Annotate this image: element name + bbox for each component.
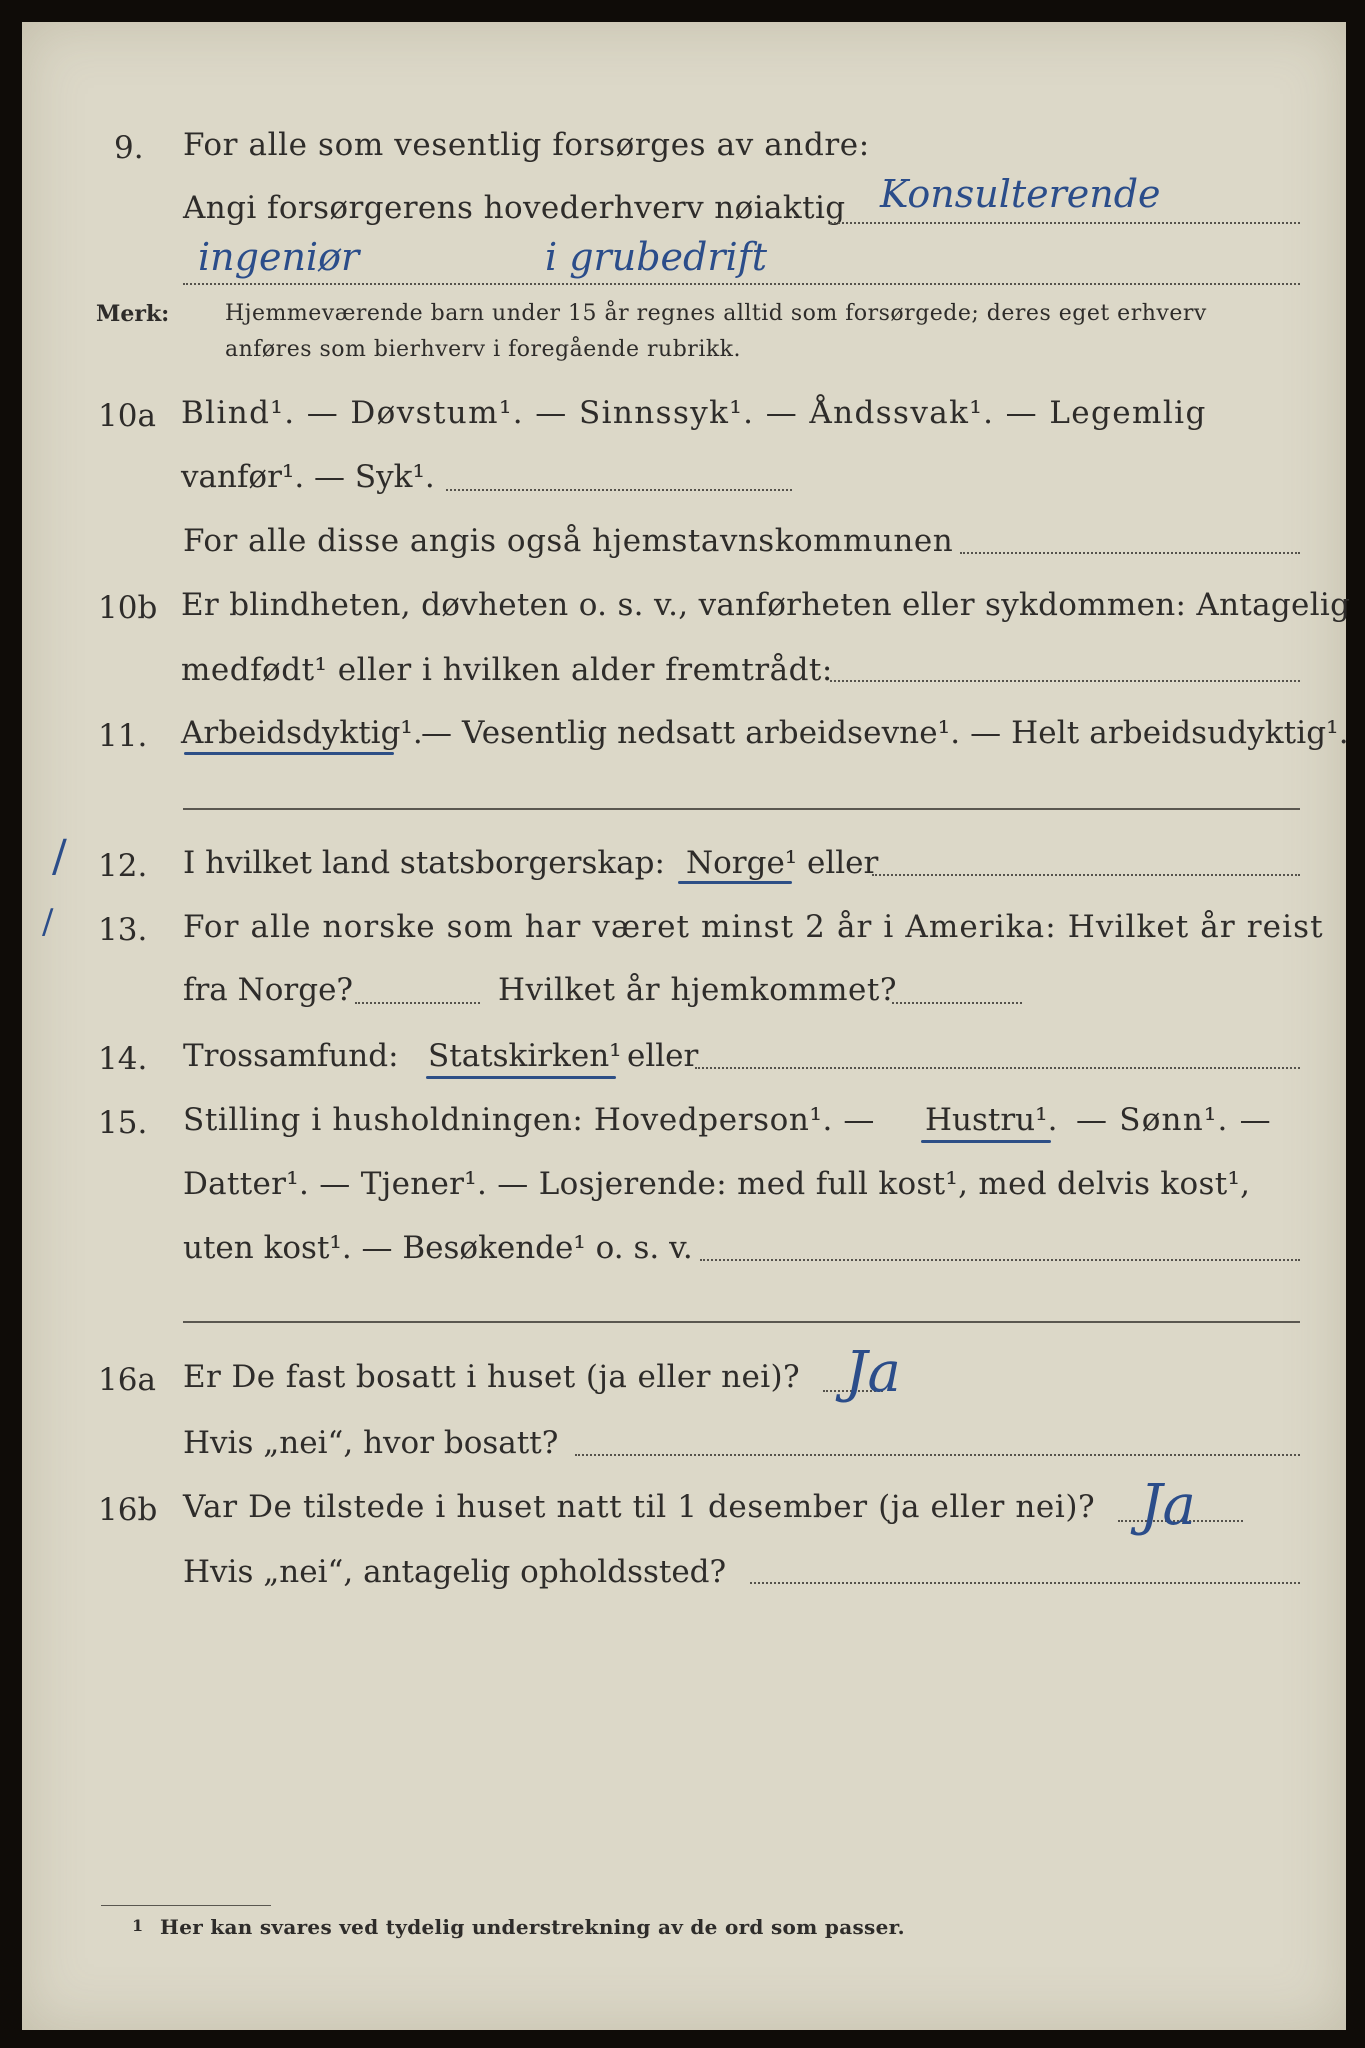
q16b-line2: Hvis „nei“, antagelig opholdssted? — [183, 1554, 727, 1590]
q13-line2a: fra Norge? — [183, 972, 354, 1008]
q15-line2: Datter¹. — Tjener¹. — Losjerende: med full kost¹, med delvis kost¹, — [183, 1166, 1251, 1202]
q9-number: 9. — [114, 130, 144, 166]
q14-answer-line — [695, 1067, 1300, 1069]
q9-answer-line2 — [183, 283, 1300, 285]
q13-line2b: Hvilket år hjemkommet? — [498, 972, 897, 1008]
q15-extra-line — [183, 1321, 1300, 1323]
q11-handwritten-underline — [184, 752, 394, 755]
q9-line2: Angi forsørgerens hovederhverv nøiaktig — [183, 190, 846, 226]
q9-handwritten-answer-2b: i grubedrift — [545, 235, 767, 279]
merk-line1: Hjemmeværende barn under 15 år regnes alltid som forsørgede; deres eget erhverv — [225, 301, 1207, 326]
q13-hjemkommet-line — [892, 1002, 1022, 1004]
q14-suffix: eller — [627, 1038, 699, 1074]
q10b-line1: Er blindheten, døvheten o. s. v., vanførheten eller sykdommen: Antagelig — [181, 587, 1351, 623]
q10a-syk-line — [446, 489, 792, 491]
q12-suffix: eller — [807, 845, 879, 881]
q15-line1c: — Sønn¹. — — [1076, 1102, 1272, 1138]
q12-answer-line — [872, 874, 1300, 876]
q14-number: 14. — [98, 1041, 148, 1077]
q11-number: 11. — [98, 718, 148, 754]
q13-number: 13. — [98, 912, 148, 948]
q14-prefix: Trossamfund: — [183, 1038, 399, 1074]
q9-answer-line1 — [830, 222, 1300, 224]
q15-option-hustru: Hustru¹. — [925, 1102, 1058, 1138]
q14-option-statskirken: Statskirken¹ — [428, 1038, 622, 1074]
tick-mark-icon: / — [42, 902, 54, 942]
q10b-number: 10b — [98, 590, 158, 626]
q15-answer-line — [700, 1259, 1300, 1261]
q15-handwritten-underline — [921, 1140, 1051, 1143]
q16b-number: 16b — [98, 1492, 158, 1528]
q15-line1a: Stilling i husholdningen: Hovedperson¹. — — [183, 1102, 875, 1138]
q10a-line1: Blind¹. — Døvstum¹. — Sinnssyk¹. — Åndssvak¹. — Legemlig — [181, 395, 1207, 431]
q12-number: 12. — [98, 848, 148, 884]
q13-reist-line — [355, 1002, 480, 1004]
q16b-handwritten-answer: Ja — [1140, 1473, 1196, 1538]
q15-line3: uten kost¹. — Besøkende¹ o. s. v. — [183, 1230, 693, 1266]
q16a-line1: Er De fast bosatt i huset (ja eller nei)? — [183, 1359, 801, 1395]
q12-option-norge: Norge¹ — [686, 845, 798, 881]
q11-rest: — Vesentlig nedsatt arbeidsevne¹. — Helt arbeidsudyktig¹. — [421, 715, 1349, 751]
q12-handwritten-underline — [678, 881, 792, 884]
q10b-line2: medfødt¹ eller i hvilken alder fremtrådt: — [181, 652, 833, 688]
q9-line1: For alle som vesentlig forsørges av andre: — [183, 127, 870, 163]
q10a-line2: vanfør¹. — Syk¹. — [181, 459, 435, 495]
merk-line2: anføres som bierhverv i foregående rubrikk. — [225, 337, 742, 362]
q10a-number: 10a — [98, 398, 156, 434]
q13-line1: For alle norske som har været minst 2 år i Amerika: Hvilket år reist — [183, 909, 1324, 945]
footnote-text: Her kan svares ved tydelig understrekning av de ord som passer. — [160, 1915, 905, 1939]
footnote-mark: 1 — [132, 1916, 144, 1935]
q11-option-arbeidsdyktig: Arbeidsdyktig¹. — [181, 715, 423, 751]
q14-handwritten-underline — [426, 1076, 616, 1079]
q16b-opholdssted-line — [750, 1582, 1300, 1584]
q9-handwritten-answer-2a: ingeniør — [198, 235, 360, 279]
merk-label: Merk: — [96, 301, 170, 327]
q15-number: 15. — [98, 1105, 148, 1141]
q16a-handwritten-answer: Ja — [845, 1340, 901, 1405]
footnote-separator — [101, 1905, 271, 1906]
q16a-bosatt-line — [575, 1454, 1300, 1456]
check-mark-icon: / — [52, 831, 67, 882]
q16a-line2: Hvis „nei“, hvor bosatt? — [183, 1425, 559, 1461]
q10a-kommune-line — [960, 552, 1300, 554]
q10b-alder-line — [830, 680, 1300, 682]
q11-answer-line — [183, 808, 1300, 810]
q10a-line3: For alle disse angis også hjemstavnskommunen — [183, 523, 954, 559]
q16a-number: 16a — [98, 1362, 156, 1398]
q16b-line1: Var De tilstede i huset natt til 1 desember (ja eller nei)? — [183, 1489, 1096, 1525]
q9-handwritten-answer-1: Konsulterende — [880, 172, 1161, 216]
q12-prefix: I hvilket land statsborgerskap: — [183, 845, 665, 881]
